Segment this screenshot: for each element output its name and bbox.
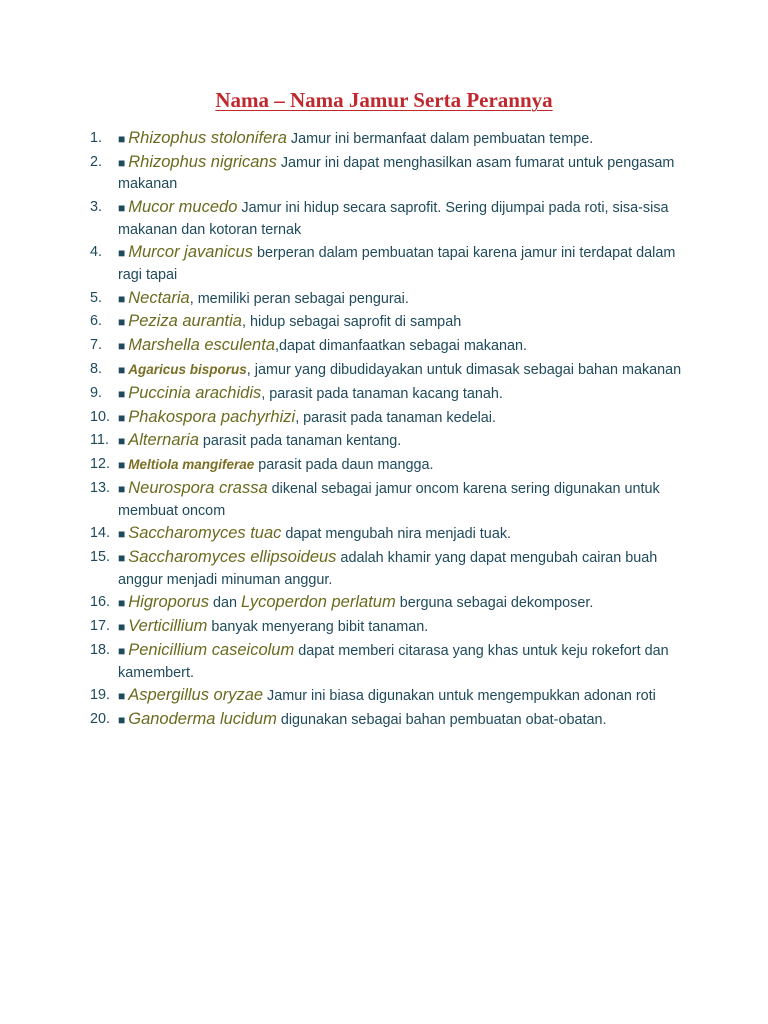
item-number: 11. bbox=[90, 432, 109, 449]
item-description: , hidup sebagai saprofit di sampah bbox=[242, 314, 462, 331]
item-description: dikenal sebagai jamur oncom karena sering digunakan untuk membuat oncom bbox=[118, 481, 660, 519]
species-name: Verticillium bbox=[128, 617, 208, 636]
list-item bbox=[90, 478, 690, 522]
list-item bbox=[90, 335, 690, 358]
item-number: 19. bbox=[90, 687, 111, 704]
list-item bbox=[90, 383, 690, 406]
list-item bbox=[90, 128, 690, 151]
bullet-icon: ■ bbox=[118, 363, 126, 378]
bullet-icon: ■ bbox=[118, 458, 126, 473]
species-name: Mucor mucedo bbox=[128, 198, 238, 217]
item-description: dapat mengubah nira menjadi tuak. bbox=[281, 526, 512, 543]
item-number: 12. bbox=[90, 456, 111, 473]
item-description: Jamur ini dapat menghasilkan asam fumarat untuk pengasam makanan bbox=[118, 154, 675, 193]
item-description: berguna sebagai dekomposer. bbox=[395, 595, 594, 612]
list-item bbox=[90, 152, 690, 196]
item-number: 6. bbox=[90, 313, 103, 330]
bullet-icon: ■ bbox=[118, 644, 126, 659]
species-name: Higroporus bbox=[128, 593, 209, 612]
item-description: dapat memberi citarasa yang khas untuk keju rokefort dan kamembert. bbox=[118, 643, 669, 681]
item-description: banyak menyerang bibit tanaman. bbox=[207, 619, 429, 636]
species-name: Ganoderma lucidum bbox=[128, 710, 277, 729]
item-connector: dan bbox=[208, 595, 241, 612]
item-description: parasit pada daun mangga. bbox=[254, 457, 434, 474]
fungi-list bbox=[90, 128, 690, 733]
bullet-icon: ■ bbox=[118, 434, 126, 449]
list-item bbox=[90, 407, 690, 430]
bullet-icon: ■ bbox=[118, 155, 126, 170]
list-item bbox=[90, 430, 690, 453]
item-description: digunakan sebagai bahan pembuatan obat-obatan. bbox=[276, 712, 607, 729]
item-number: 18. bbox=[90, 642, 111, 659]
item-number: 9. bbox=[90, 384, 103, 401]
item-number: 4. bbox=[90, 244, 103, 261]
list-item bbox=[90, 523, 690, 546]
species-name: Aspergillus oryzae bbox=[128, 686, 264, 705]
species-name: Peziza aurantia bbox=[128, 312, 242, 331]
item-number: 2. bbox=[90, 153, 103, 170]
bullet-icon: ■ bbox=[118, 315, 126, 330]
item-number: 15. bbox=[90, 549, 111, 566]
item-number: 16. bbox=[90, 594, 111, 611]
item-description: , jamur yang dibudidayakan untuk dimasak sebagai bahan makanan bbox=[246, 362, 682, 379]
item-description: Jamur ini hidup secara saprofit. Sering dijumpai pada roti, sisa-sisa makanan dan kotoran ternak bbox=[118, 200, 669, 238]
item-description: , memiliki peran sebagai pengurai. bbox=[189, 290, 409, 307]
species-name: Saccharomyces tuac bbox=[128, 524, 282, 543]
species-name: Saccharomyces ellipsoideus bbox=[128, 548, 337, 567]
item-number: 17. bbox=[90, 618, 111, 635]
item-description: Jamur ini bermanfaat dalam pembuatan tempe. bbox=[286, 131, 594, 147]
species-name: Neurospora crassa bbox=[128, 479, 268, 498]
bullet-icon: ■ bbox=[118, 713, 126, 728]
species-name: Murcor javanicus bbox=[128, 243, 253, 262]
bullet-icon: ■ bbox=[118, 410, 126, 425]
item-description: , parasit pada tanaman kacang tanah. bbox=[261, 385, 503, 402]
list-item bbox=[90, 709, 690, 732]
item-number: 8. bbox=[90, 361, 103, 378]
item-number: 13. bbox=[90, 480, 111, 497]
item-description: ,dapat dimanfaatkan sebagai makanan. bbox=[275, 338, 528, 355]
bullet-icon: ■ bbox=[118, 386, 126, 401]
bullet-icon: ■ bbox=[118, 551, 126, 566]
bullet-icon: ■ bbox=[118, 132, 126, 146]
list-item bbox=[90, 197, 690, 241]
list-item bbox=[90, 311, 690, 334]
list-item bbox=[90, 616, 690, 639]
bullet-icon: ■ bbox=[118, 596, 126, 611]
item-number: 5. bbox=[90, 289, 103, 306]
list-item bbox=[90, 454, 690, 477]
species-name-2: Lycoperdon perlatum bbox=[240, 593, 396, 612]
species-name: Alternaria bbox=[128, 431, 199, 450]
species-name: Phakospora pachyrhizi bbox=[128, 407, 296, 426]
bullet-icon: ■ bbox=[118, 246, 126, 261]
species-name: Marshella esculenta bbox=[128, 336, 275, 355]
list-item bbox=[90, 592, 690, 615]
list-item bbox=[90, 288, 690, 311]
list-item bbox=[90, 359, 690, 382]
bullet-icon: ■ bbox=[118, 201, 126, 216]
bullet-icon: ■ bbox=[118, 620, 126, 635]
item-number: 20. bbox=[90, 711, 111, 728]
species-name: Nectaria bbox=[128, 288, 190, 307]
item-number: 1. bbox=[90, 130, 103, 146]
species-name: Penicillium caseicolum bbox=[128, 641, 295, 660]
bullet-icon: ■ bbox=[118, 689, 126, 704]
list-item bbox=[90, 685, 690, 708]
bullet-icon: ■ bbox=[118, 339, 126, 354]
page-title: Nama – Nama Jamur Serta Perannya bbox=[215, 88, 553, 112]
item-description: berperan dalam pembuatan tapai karena jamur ini terdapat dalam ragi tapai bbox=[118, 245, 676, 283]
item-number: 10. bbox=[90, 408, 111, 425]
species-name: Rhizophus stolonifera bbox=[128, 129, 287, 147]
item-number: 14. bbox=[90, 525, 111, 542]
list-item bbox=[90, 547, 690, 591]
list-item bbox=[90, 640, 690, 684]
item-description: parasit pada tanaman kentang. bbox=[198, 433, 402, 450]
species-name: Puccinia arachidis bbox=[128, 383, 262, 402]
item-number: 7. bbox=[90, 337, 103, 354]
item-description: , parasit pada tanaman kedelai. bbox=[295, 409, 496, 426]
item-description: adalah khamir yang dapat mengubah cairan buah anggur menjadi minuman anggur. bbox=[118, 550, 658, 588]
item-description: Jamur ini biasa digunakan untuk mengempukkan adonan roti bbox=[263, 688, 656, 705]
bullet-icon: ■ bbox=[118, 291, 126, 306]
list-item bbox=[90, 242, 690, 286]
species-name: Agaricus bisporus bbox=[128, 362, 247, 378]
bullet-icon: ■ bbox=[118, 482, 126, 497]
species-name: Rhizophus nigricans bbox=[128, 152, 277, 171]
species-name: Meltiola mangiferae bbox=[128, 457, 255, 473]
bullet-icon: ■ bbox=[118, 527, 126, 542]
item-number: 3. bbox=[90, 199, 103, 216]
